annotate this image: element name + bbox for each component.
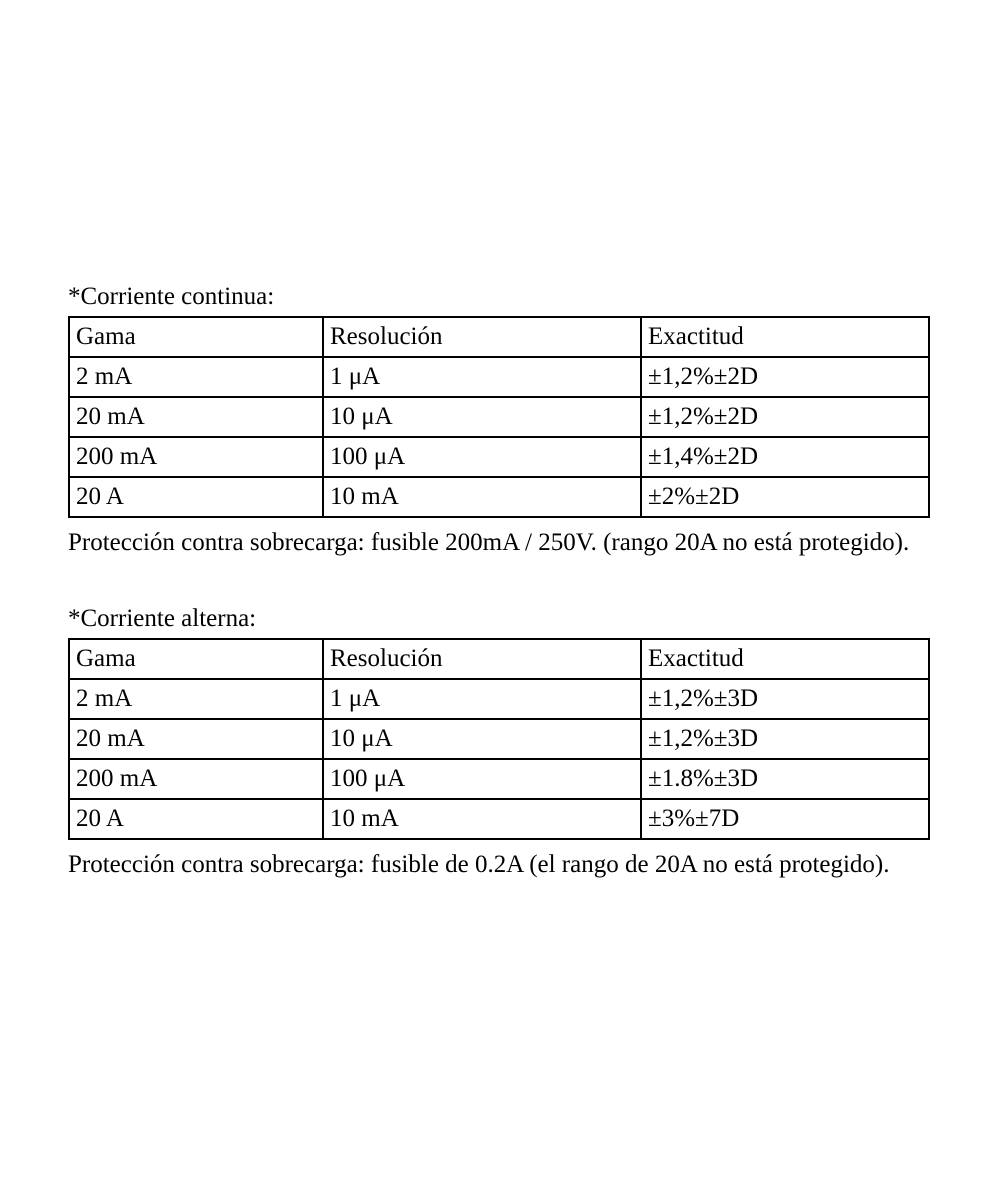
table-cell: ±2%±2D <box>641 477 929 517</box>
table-row <box>69 799 929 839</box>
header-cell-exactitud: Exactitud <box>641 639 929 679</box>
table-row <box>69 357 929 397</box>
table-row <box>69 719 929 759</box>
header-cell-resolucion: Resolución <box>323 639 641 679</box>
dc-current-section <box>68 282 928 562</box>
ac-current-section <box>68 604 928 884</box>
table-cell: ±3%±7D <box>641 799 929 839</box>
ac-section-heading: *Corriente alterna: <box>68 605 257 632</box>
table-cell: 20 A <box>69 799 323 839</box>
table-cell: 2 mA <box>69 679 323 719</box>
dc-spec-table <box>68 316 930 518</box>
table-cell: 10 μA <box>323 397 641 437</box>
header-cell-exactitud: Exactitud <box>641 317 929 357</box>
table-header-row <box>69 317 929 357</box>
table-row <box>69 759 929 799</box>
table-cell: ±1,2%±3D <box>641 719 929 759</box>
table-cell: ±1,4%±2D <box>641 437 929 477</box>
ac-spec-table <box>68 638 930 840</box>
table-cell: 20 A <box>69 477 323 517</box>
ac-protection-note: Protección contra sobrecarga: fusible de 0.2A (el rango de 20A no está protegido). <box>68 851 890 878</box>
table-cell: 100 μA <box>323 759 641 799</box>
table-row <box>69 437 929 477</box>
dc-protection-note: Protección contra sobrecarga: fusible 200mA / 250V. (rango 20A no está protegido). <box>68 529 910 556</box>
table-cell: ±1.8%±3D <box>641 759 929 799</box>
table-cell: 10 mA <box>323 799 641 839</box>
table-cell: 2 mA <box>69 357 323 397</box>
table-cell: 10 μA <box>323 719 641 759</box>
table-cell: ±1,2%±3D <box>641 679 929 719</box>
table-row <box>69 397 929 437</box>
table-cell: 10 mA <box>323 477 641 517</box>
table-cell: 1 μA <box>323 679 641 719</box>
table-cell: ±1,2%±2D <box>641 357 929 397</box>
header-cell-gama: Gama <box>69 639 323 679</box>
table-cell: 100 μA <box>323 437 641 477</box>
table-cell: 20 mA <box>69 719 323 759</box>
table-row <box>69 679 929 719</box>
table-cell: 200 mA <box>69 437 323 477</box>
table-cell: 200 mA <box>69 759 323 799</box>
section-spacer <box>68 562 1000 604</box>
header-cell-resolucion: Resolución <box>323 317 641 357</box>
table-cell: 20 mA <box>69 397 323 437</box>
header-cell-gama: Gama <box>69 317 323 357</box>
table-cell: 1 μA <box>323 357 641 397</box>
dc-section-heading: *Corriente continua: <box>68 283 275 310</box>
table-row <box>69 477 929 517</box>
table-header-row <box>69 639 929 679</box>
table-cell: ±1,2%±2D <box>641 397 929 437</box>
